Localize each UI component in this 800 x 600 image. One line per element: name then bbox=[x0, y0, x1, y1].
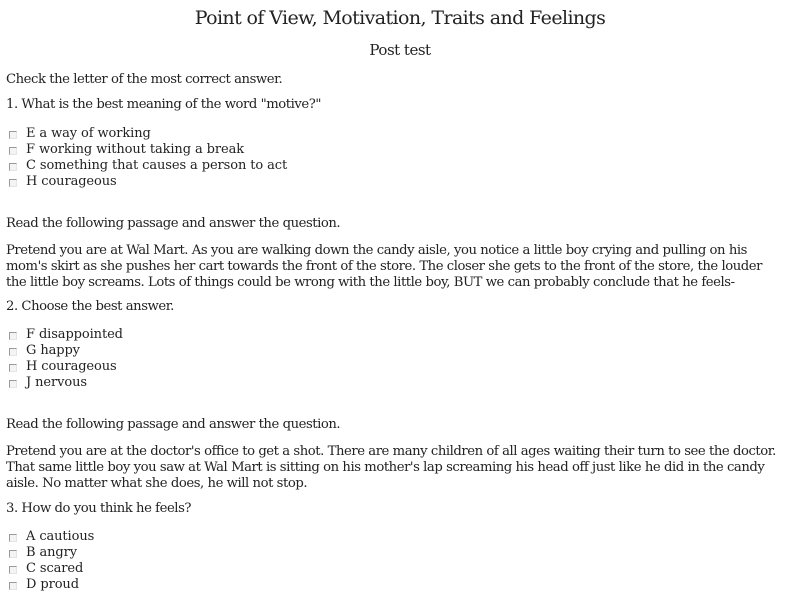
option-q3-c[interactable] bbox=[8, 561, 94, 577]
option-label: F working without taking a break bbox=[26, 142, 244, 158]
option-label: E a way of working bbox=[26, 126, 151, 142]
option-label: H courageous bbox=[26, 173, 117, 189]
checkbox[interactable] bbox=[9, 131, 17, 139]
option-q1-h[interactable] bbox=[8, 173, 287, 189]
checkbox[interactable] bbox=[9, 179, 17, 187]
option-q3-d[interactable] bbox=[8, 576, 94, 592]
passage-1-text bbox=[6, 243, 796, 290]
question-3-options bbox=[8, 529, 94, 592]
checkbox[interactable] bbox=[9, 147, 17, 155]
checkbox[interactable] bbox=[9, 163, 17, 171]
checkbox[interactable] bbox=[9, 364, 17, 372]
question-1-prompt: 1. What is the best meaning of the word "motive?" bbox=[6, 97, 321, 112]
option-q2-j[interactable] bbox=[8, 374, 123, 390]
option-q1-f[interactable] bbox=[8, 142, 287, 158]
page-subtitle: Post test bbox=[369, 41, 431, 59]
option-label: H courageous bbox=[26, 358, 117, 374]
option-label: J nervous bbox=[26, 374, 87, 390]
question-2-options bbox=[8, 327, 123, 390]
passage-line: Pretend you are at Wal Mart. As you are walking down the candy aisle, you notice a little boy crying and pulling on his bbox=[6, 243, 747, 258]
option-q1-c[interactable] bbox=[8, 158, 287, 174]
checkbox[interactable] bbox=[9, 348, 17, 356]
question-1-options bbox=[8, 126, 287, 189]
option-q2-g[interactable] bbox=[8, 343, 123, 359]
passage-1-intro: Read the following passage and answer the question. bbox=[6, 216, 341, 231]
passage-2-text bbox=[6, 444, 796, 491]
option-q2-h[interactable] bbox=[8, 359, 123, 375]
option-label: C scared bbox=[26, 560, 84, 576]
question-2-prompt: 2. Choose the best answer. bbox=[6, 299, 174, 314]
passage-line: mom's skirt as she pushes her cart towards the front of the store. The closer she gets to the front of the store, the louder bbox=[6, 258, 762, 274]
instructions: Check the letter of the most correct answer. bbox=[6, 72, 283, 87]
option-q3-a[interactable] bbox=[8, 529, 94, 545]
option-q1-e[interactable] bbox=[8, 126, 287, 142]
option-label: G happy bbox=[26, 343, 80, 359]
option-label: F disappointed bbox=[26, 327, 123, 343]
checkbox[interactable] bbox=[9, 566, 17, 574]
checkbox[interactable] bbox=[9, 332, 17, 340]
option-label: C something that causes a person to act bbox=[26, 157, 288, 173]
option-q2-f[interactable] bbox=[8, 327, 123, 343]
checkbox[interactable] bbox=[9, 380, 17, 388]
passage-line: Pretend you are at the doctor's office to get a shot. There are many children of all ages waiting their turn to see the doctor. bbox=[6, 444, 776, 459]
passage-2-intro: Read the following passage and answer the question. bbox=[6, 417, 341, 432]
question-3-prompt: 3. How do you think he feels? bbox=[6, 501, 192, 516]
checkbox[interactable] bbox=[9, 550, 17, 558]
option-label: D proud bbox=[26, 576, 79, 592]
passage-line: That same little boy you saw at Wal Mart is sitting on his mother's lap screaming his head off just like he did in the candy bbox=[6, 459, 765, 475]
option-label: B angry bbox=[26, 545, 77, 561]
page-title: Point of View, Motivation, Traits and Feelings bbox=[194, 7, 606, 29]
passage-line: aisle. No matter what she does, he will not stop. bbox=[6, 475, 308, 491]
checkbox[interactable] bbox=[9, 582, 17, 590]
checkbox[interactable] bbox=[9, 534, 17, 542]
option-label: A cautious bbox=[26, 529, 95, 545]
option-q3-b[interactable] bbox=[8, 545, 94, 561]
passage-line: the little boy screams. Lots of things could be wrong with the little boy, BUT we can probably conclude that he feels- bbox=[6, 274, 735, 290]
